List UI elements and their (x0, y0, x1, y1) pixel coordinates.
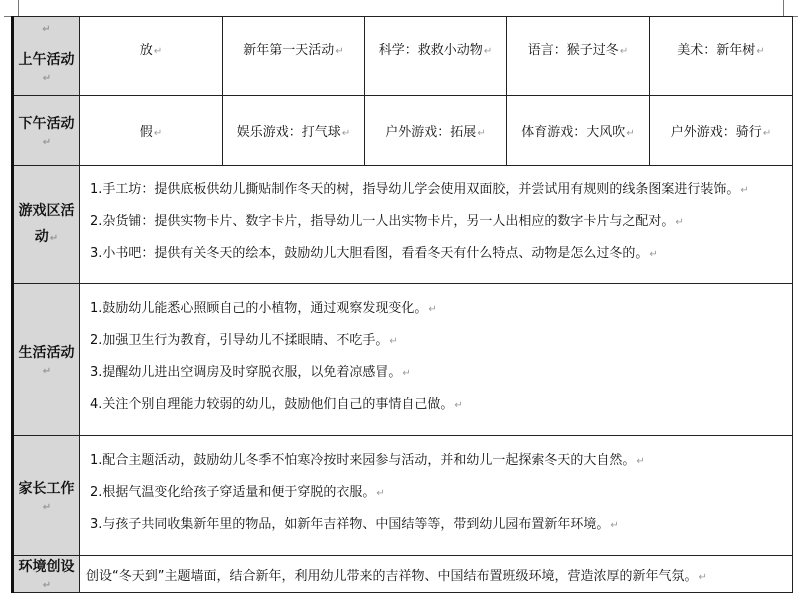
paragraph-mark: ↵ (153, 46, 163, 57)
am-activity-header (13, 17, 80, 96)
game-area-item (90, 180, 792, 201)
parent-work-label: 家长工作 (18, 480, 75, 497)
parent-work-header (13, 436, 80, 556)
pm-cell-3 (365, 96, 507, 166)
life-item (90, 299, 792, 320)
am-cell-text: 科学：救救小动物 (378, 43, 483, 58)
environment-row (13, 556, 793, 593)
paragraph-mark: ↵ (153, 128, 163, 139)
weekly-plan-table (11, 16, 793, 593)
paragraph-mark: ↵ (756, 46, 765, 57)
game-area-row (13, 166, 793, 284)
pm-cell-text: 假 (139, 125, 153, 140)
am-cell-2 (223, 17, 365, 96)
life-item-text: 3.提醒幼儿进出空调房及时穿脱衣服，以免着凉感冒。 (90, 364, 402, 380)
life-activity-header (13, 284, 80, 436)
life-activity-row (13, 284, 793, 436)
pm-activity-header (13, 96, 80, 166)
game-area-item (90, 212, 792, 233)
game-area-label-line2: 动 (34, 228, 49, 245)
pm-cell-4 (507, 96, 650, 166)
parent-item-text: 2.根据气温变化给孩子穿适量和便于穿脱的衣服。 (90, 484, 376, 500)
pm-cell-text: 娱乐游戏：打气球 (236, 125, 341, 140)
life-item-text: 4.关注个别自理能力较弱的幼儿，鼓励他们自己的事情自己做。 (90, 396, 454, 412)
paragraph-mark: ↵ (649, 248, 658, 260)
life-item-text: 2.加强卫生行为教育，引导幼儿不揉眼睛、不吃手。 (90, 332, 389, 348)
pm-cell-2 (223, 96, 365, 166)
game-area-label-line1: 游戏区活 (18, 202, 75, 219)
parent-item (90, 451, 792, 472)
pm-cell-text: 体育游戏：大风吹 (521, 125, 626, 140)
paragraph-mark: ↵ (477, 128, 486, 139)
am-cell-5 (650, 17, 793, 96)
pm-activity-row (13, 96, 793, 166)
paragraph-mark: ↵ (42, 136, 52, 148)
pm-cell-5 (650, 96, 793, 166)
am-cell-text: 新年第一天活动 (243, 43, 335, 58)
life-item (90, 395, 792, 416)
paragraph-mark: ↵ (42, 365, 52, 377)
life-item-text: 1.鼓励幼儿能悉心照顾自己的小植物，通过观察发现变化。 (90, 300, 428, 316)
game-area-header (13, 166, 80, 284)
paragraph-mark: ↵ (42, 72, 52, 84)
paragraph-mark: ↵ (740, 184, 749, 196)
am-cell-3 (365, 17, 507, 96)
paragraph-mark: ↵ (698, 571, 707, 583)
environment-header (13, 556, 80, 593)
paragraph-mark: ↵ (762, 128, 772, 139)
am-activity-row (13, 17, 793, 96)
paragraph-mark: ↵ (483, 46, 493, 57)
paragraph-mark: ↵ (454, 399, 463, 411)
am-cell-text: 放 (139, 43, 153, 58)
game-area-content (80, 166, 793, 284)
parent-item-text: 1.配合主题活动，鼓励幼儿冬季不怕寒冷按时来园参与活动，并和幼儿一起探索冬天的大自然。 (90, 452, 636, 468)
page-corner-mark-right (783, 0, 798, 17)
paragraph-mark: ↵ (636, 455, 645, 467)
game-area-item (90, 244, 792, 265)
paragraph-mark: ↵ (335, 46, 344, 57)
environment-label: 环境创设 (18, 559, 75, 575)
pm-cell-1 (80, 96, 223, 166)
am-activity-label: 上午活动 (18, 51, 75, 68)
paragraph-mark: ↵ (619, 46, 629, 57)
paragraph-mark: ↵ (675, 216, 684, 228)
life-activity-label: 生活活动 (18, 344, 75, 361)
paragraph-mark: ↵ (376, 487, 385, 499)
am-cell-1 (80, 17, 223, 96)
paragraph-mark: ↵ (49, 232, 59, 244)
game-area-item-text: 3.小书吧：提供有关冬天的绘本，鼓励幼儿大胆看图，看看冬天有什么特点、动物是怎么过冬的。 (90, 245, 649, 261)
paragraph-mark: ↵ (42, 501, 52, 513)
paragraph-mark: ↵ (626, 128, 635, 139)
pm-activity-label: 下午活动 (18, 115, 75, 132)
parent-work-content (80, 436, 793, 556)
life-item (90, 331, 792, 352)
pm-cell-text: 户外游戏：拓展 (385, 125, 477, 140)
am-cell-text: 语言：猴子过冬 (527, 43, 619, 58)
am-cell-4 (507, 17, 650, 96)
parent-work-row (13, 436, 793, 556)
game-area-item-text: 1.手工坊：提供底板供幼儿撕贴制作冬天的树，指导幼儿学会使用双面胶，并尝试用有规则的线条图案进行装饰。 (90, 181, 740, 197)
am-cell-text: 美术：新年树 (677, 43, 756, 58)
life-item (90, 363, 792, 384)
pm-cell-text: 户外游戏：骑行 (670, 125, 762, 140)
parent-item-text: 3.与孩子共同收集新年里的物品，如新年吉祥物、中国结等等，带到幼儿园布置新年环境。 (90, 516, 610, 532)
paragraph-mark: ↵ (610, 519, 619, 531)
paragraph-mark: ↵ (402, 367, 411, 379)
paragraph-mark: ↵ (341, 128, 351, 139)
life-activity-content (80, 284, 793, 436)
parent-item (90, 483, 792, 504)
paragraph-mark: ↵ (42, 23, 51, 35)
paragraph-mark: ↵ (42, 580, 52, 591)
game-area-item-text: 2.杂货铺：提供实物卡片、数字卡片，指导幼儿一人出实物卡片，另一人出相应的数字卡片与之配对。 (90, 213, 675, 229)
environment-text: 创设“冬天到”主题墙面，结合新年，利用幼儿带来的吉祥物、中国结布置班级环境，营造浓厚的新年气氛。 (86, 568, 698, 584)
paragraph-mark: ↵ (428, 303, 437, 315)
paragraph-mark: ↵ (389, 335, 398, 347)
parent-item (90, 515, 792, 536)
page-corner-mark-left (4, 0, 19, 17)
environment-content (80, 556, 793, 593)
